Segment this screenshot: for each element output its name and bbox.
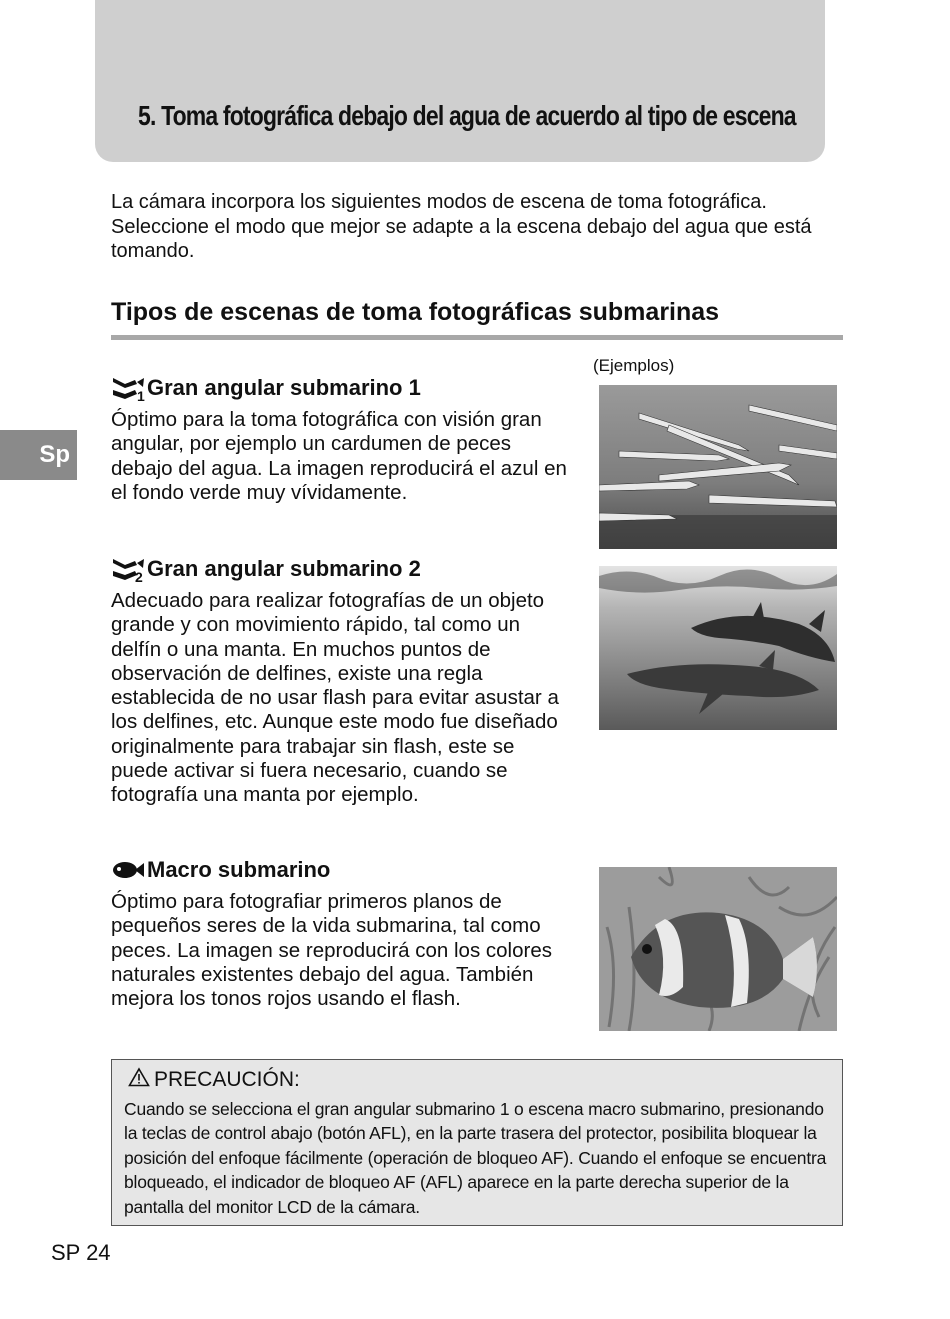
caution-box: [111, 1059, 843, 1226]
chapter-header-box: [95, 0, 825, 162]
barracuda-school-photo: [599, 385, 837, 549]
underwater-wide-1-icon: [111, 374, 145, 402]
warning-triangle-icon: [128, 1067, 150, 1093]
section-heading: Tipos de escenas de toma fotográficas submarinas: [111, 298, 720, 326]
intro-paragraph: La cámara incorpora los siguientes modos de escena de toma fotográfica. Seleccione el modo que mejor se adapte a la escena debajo del agua que está tomando.: [111, 191, 812, 262]
mode-title-label: Gran angular submarino 1: [147, 375, 421, 400]
underwater-macro-icon: [111, 856, 145, 884]
caution-heading: [128, 1067, 300, 1093]
dolphins-photo: [599, 566, 837, 730]
mode-title-label: Macro submarino: [147, 857, 331, 882]
language-tab-label: Sp: [39, 441, 70, 468]
clownfish-photo: [599, 867, 837, 1031]
caution-text: Cuando se selecciona el gran angular submarino 1 o escena macro submarino, presionando la teclas de control abajo (botón AFL), en la parte trasera del protector, posibilita bloquear la posición del enfoque fácilmente (operación de bloqueo AF). Cuando el enfoque se encuentra bloqueado, el indicador de bloqueo AF (AFL) aparece en la parte derecha superior de la pantalla del monitor LCD de la cámara.: [124, 1099, 827, 1217]
page-number: SP 24: [51, 1240, 111, 1265]
mode-title-wide-2: [111, 555, 421, 583]
mode-description-wide-2: Adecuado para realizar fotografías de un objeto grande y con movimiento rápido, tal como un delfín o una manta. En muchos puntos de observación de delfines, existe una regla establecida de no usar flash para evitar asustar a los delfines, etc. Aunque este modo fue diseñado originalmente para trabajar sin flash, este se puede activar si fuera necesario, cuando se fotografía una manta por ejemplo.: [111, 589, 559, 807]
mode-title-label: Gran angular submarino 2: [147, 556, 421, 581]
mode-description-wide-1: Óptimo para la toma fotográfica con visión gran angular, por ejemplo un cardumen de peces debajo del agua. La imagen reproducirá el azul en el fondo verde muy vívidamente.: [111, 408, 567, 504]
svg-text:1: 1: [137, 388, 145, 402]
examples-label: (Ejemplos): [593, 356, 675, 375]
section-divider: [111, 335, 843, 340]
mode-title-macro: [111, 856, 330, 884]
mode-title-wide-1: [111, 374, 421, 402]
svg-text:2: 2: [135, 569, 143, 583]
underwater-wide-2-icon: [111, 555, 145, 583]
chapter-title: 5. Toma fotográfica debajo del agua de acuerdo al tipo de escena: [138, 100, 796, 131]
caution-heading-label: PRECAUCIÓN:: [154, 1068, 300, 1091]
language-tab: [0, 430, 77, 480]
mode-description-macro: Óptimo para fotografiar primeros planos de pequeños seres de la vida submarina, tal como peces. La imagen se reproducirá con los colores naturales existentes debajo del agua. También mejora los tonos rojos usando el flash.: [111, 890, 552, 1011]
